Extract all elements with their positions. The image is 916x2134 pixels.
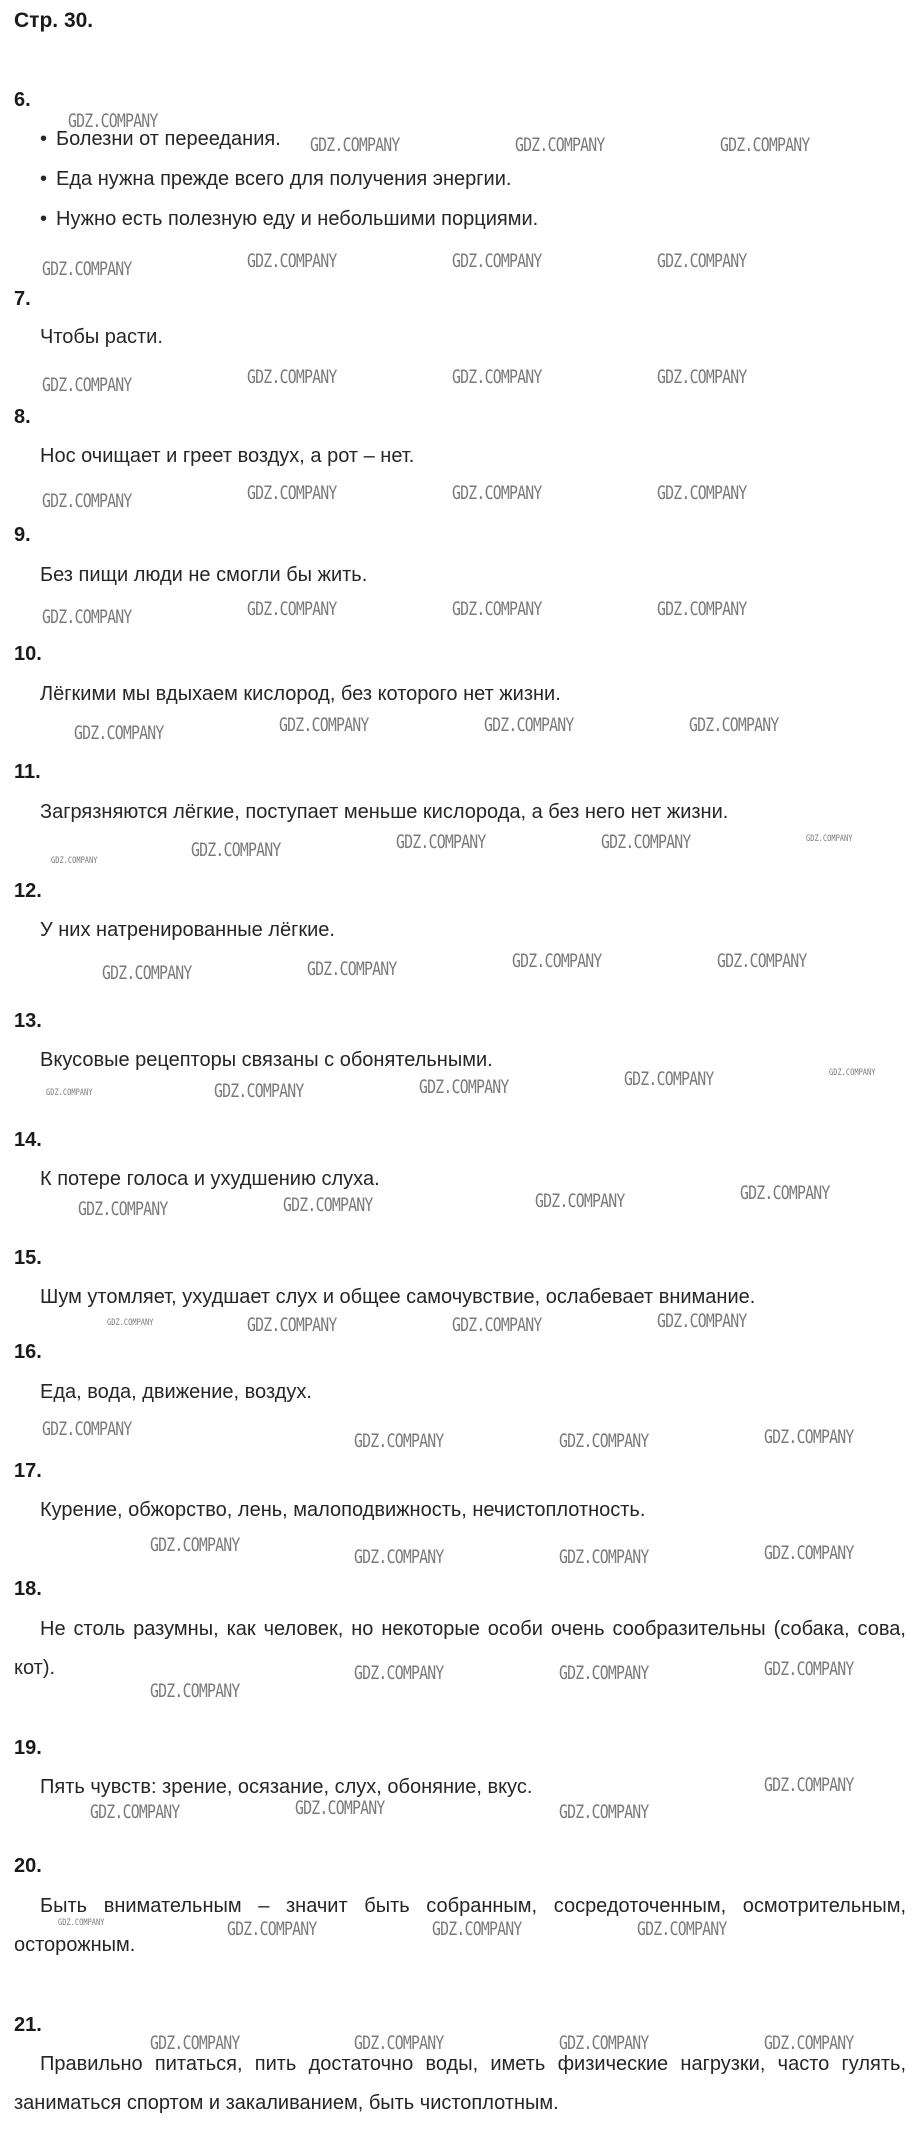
watermark: GDZ.COMPANY	[247, 598, 337, 620]
watermark: GDZ.COMPANY	[764, 1658, 854, 1680]
watermark: GDZ.COMPANY	[46, 1088, 93, 1098]
answer-bullet-text: Болезни от переедания.	[56, 128, 281, 150]
question-number: 19.	[14, 1737, 42, 1759]
watermark: GDZ.COMPANY	[310, 134, 400, 156]
watermark: GDZ.COMPANY	[829, 1068, 876, 1078]
question-number: 12.	[14, 880, 42, 902]
answer-bullet-text: Еда нужна прежде всего для получения энергии.	[56, 168, 512, 190]
watermark: GDZ.COMPANY	[657, 1310, 747, 1332]
question-number: 8.	[14, 406, 31, 428]
watermark: GDZ.COMPANY	[559, 1801, 649, 1823]
watermark: GDZ.COMPANY	[42, 606, 132, 628]
watermark: GDZ.COMPANY	[512, 950, 602, 972]
watermark: GDZ.COMPANY	[354, 1546, 444, 1568]
watermark: GDZ.COMPANY	[68, 110, 158, 132]
watermark: GDZ.COMPANY	[657, 250, 747, 272]
watermark: GDZ.COMPANY	[764, 2032, 854, 2054]
answer-text: Правильно питаться, пить достаточно воды, иметь физические нагрузки, часто гулять, заниматься спортом и закаливанием, быть чистоплотным.	[14, 2053, 906, 2114]
watermark: GDZ.COMPANY	[214, 1080, 304, 1102]
watermark: GDZ.COMPANY	[150, 1680, 240, 1702]
watermark: GDZ.COMPANY	[601, 831, 691, 853]
watermark: GDZ.COMPANY	[559, 2032, 649, 2054]
bullet-icon: •	[40, 208, 48, 230]
answer-bullet	[40, 207, 906, 231]
watermark: GDZ.COMPANY	[720, 134, 810, 156]
question-number: 10.	[14, 643, 42, 665]
watermark: GDZ.COMPANY	[559, 1430, 649, 1452]
watermark: GDZ.COMPANY	[283, 1194, 373, 1216]
watermark: GDZ.COMPANY	[42, 258, 132, 280]
watermark: GDZ.COMPANY	[74, 722, 164, 744]
answer-text: Быть внимательным – значит быть собранным, сосредоточенным, осмотрительным, осторожным.	[14, 1895, 906, 1956]
watermark: GDZ.COMPANY	[51, 856, 98, 866]
question-number: 17.	[14, 1460, 42, 1482]
answer-bullet	[40, 167, 906, 191]
watermark: GDZ.COMPANY	[689, 714, 779, 736]
watermark: GDZ.COMPANY	[624, 1068, 714, 1090]
question-number: 14.	[14, 1129, 42, 1151]
watermark: GDZ.COMPANY	[227, 1918, 317, 1940]
question-number: 11.	[14, 761, 41, 783]
watermark: GDZ.COMPANY	[637, 1918, 727, 1940]
watermark: GDZ.COMPANY	[354, 2032, 444, 2054]
answer-text: Шум утомляет, ухудшает слух и общее самочувствие, ослабевает внимание.	[40, 1286, 756, 1308]
watermark: GDZ.COMPANY	[247, 1314, 337, 1336]
watermark: GDZ.COMPANY	[107, 1318, 154, 1328]
watermark: GDZ.COMPANY	[419, 1076, 509, 1098]
bullet-icon: •	[40, 168, 48, 190]
question-number: 6.	[14, 89, 31, 111]
question-number: 20.	[14, 1855, 42, 1877]
watermark: GDZ.COMPANY	[559, 1546, 649, 1568]
answer-text: Не столь разумны, как человек, но некоторые особи очень сообразительны (собака, сова, кот).	[14, 1618, 906, 1679]
watermark: GDZ.COMPANY	[307, 958, 397, 980]
watermark: GDZ.COMPANY	[657, 366, 747, 388]
question-number: 15.	[14, 1247, 42, 1269]
watermark: GDZ.COMPANY	[740, 1182, 830, 1204]
answer-text: Пять чувств: зрение, осязание, слух, обоняние, вкус.	[40, 1776, 533, 1798]
answer-text: Курение, обжорство, лень, малоподвижность, нечистоплотность.	[40, 1499, 646, 1521]
watermark: GDZ.COMPANY	[279, 714, 369, 736]
watermark: GDZ.COMPANY	[535, 1190, 625, 1212]
watermark: GDZ.COMPANY	[764, 1542, 854, 1564]
watermark: GDZ.COMPANY	[452, 482, 542, 504]
answer-text: Лёгкими мы вдыхаем кислород, без которого нет жизни.	[40, 683, 561, 705]
question-number: 9.	[14, 524, 31, 546]
watermark: GDZ.COMPANY	[78, 1198, 168, 1220]
watermark: GDZ.COMPANY	[42, 1418, 132, 1440]
answer-bullet-text: Нужно есть полезную еду и небольшими порциями.	[56, 208, 539, 230]
watermark: GDZ.COMPANY	[452, 366, 542, 388]
watermark: GDZ.COMPANY	[354, 1662, 444, 1684]
watermark: GDZ.COMPANY	[42, 490, 132, 512]
answer-text: Вкусовые рецепторы связаны с обонятельными.	[40, 1049, 493, 1071]
answer-text: Загрязняются лёгкие, поступает меньше кислорода, а без него нет жизни.	[40, 801, 729, 823]
watermark: GDZ.COMPANY	[806, 834, 853, 844]
answer-text: Чтобы расти.	[40, 326, 163, 348]
watermark: GDZ.COMPANY	[484, 714, 574, 736]
watermark: GDZ.COMPANY	[150, 1534, 240, 1556]
question-number: 21.	[14, 2014, 42, 2036]
watermark: GDZ.COMPANY	[432, 1918, 522, 1940]
answer-text: Без пищи люди не смогли бы жить.	[40, 564, 368, 586]
watermark: GDZ.COMPANY	[764, 1774, 854, 1796]
bullet-icon: •	[40, 128, 48, 150]
watermark: GDZ.COMPANY	[657, 598, 747, 620]
watermark: GDZ.COMPANY	[717, 950, 807, 972]
watermark: GDZ.COMPANY	[191, 839, 281, 861]
watermark: GDZ.COMPANY	[657, 482, 747, 504]
watermark: GDZ.COMPANY	[396, 831, 486, 853]
answer-text: Нос очищает и греет воздух, а рот – нет.	[40, 445, 415, 467]
watermark: GDZ.COMPANY	[515, 134, 605, 156]
question-number: 7.	[14, 288, 31, 310]
question-number: 18.	[14, 1578, 42, 1600]
page-title: Стр. 30.	[14, 9, 94, 32]
watermark: GDZ.COMPANY	[247, 482, 337, 504]
answer-text: Еда, вода, движение, воздух.	[40, 1381, 312, 1403]
watermark: GDZ.COMPANY	[150, 2032, 240, 2054]
watermark: GDZ.COMPANY	[90, 1801, 180, 1823]
watermark: GDZ.COMPANY	[295, 1797, 385, 1819]
watermark: GDZ.COMPANY	[247, 366, 337, 388]
watermark: GDZ.COMPANY	[452, 1314, 542, 1336]
watermark: GDZ.COMPANY	[42, 374, 132, 396]
answer-text: К потере голоса и ухудшению слуха.	[40, 1168, 380, 1190]
watermark: GDZ.COMPANY	[764, 1426, 854, 1448]
watermark: GDZ.COMPANY	[452, 598, 542, 620]
watermark: GDZ.COMPANY	[102, 962, 192, 984]
watermark: GDZ.COMPANY	[452, 250, 542, 272]
question-number: 13.	[14, 1010, 42, 1032]
watermark: GDZ.COMPANY	[354, 1430, 444, 1452]
watermark: GDZ.COMPANY	[58, 1918, 105, 1928]
answer-text: У них натренированные лёгкие.	[40, 919, 335, 941]
watermark: GDZ.COMPANY	[559, 1662, 649, 1684]
watermark: GDZ.COMPANY	[247, 250, 337, 272]
question-number: 16.	[14, 1341, 42, 1363]
